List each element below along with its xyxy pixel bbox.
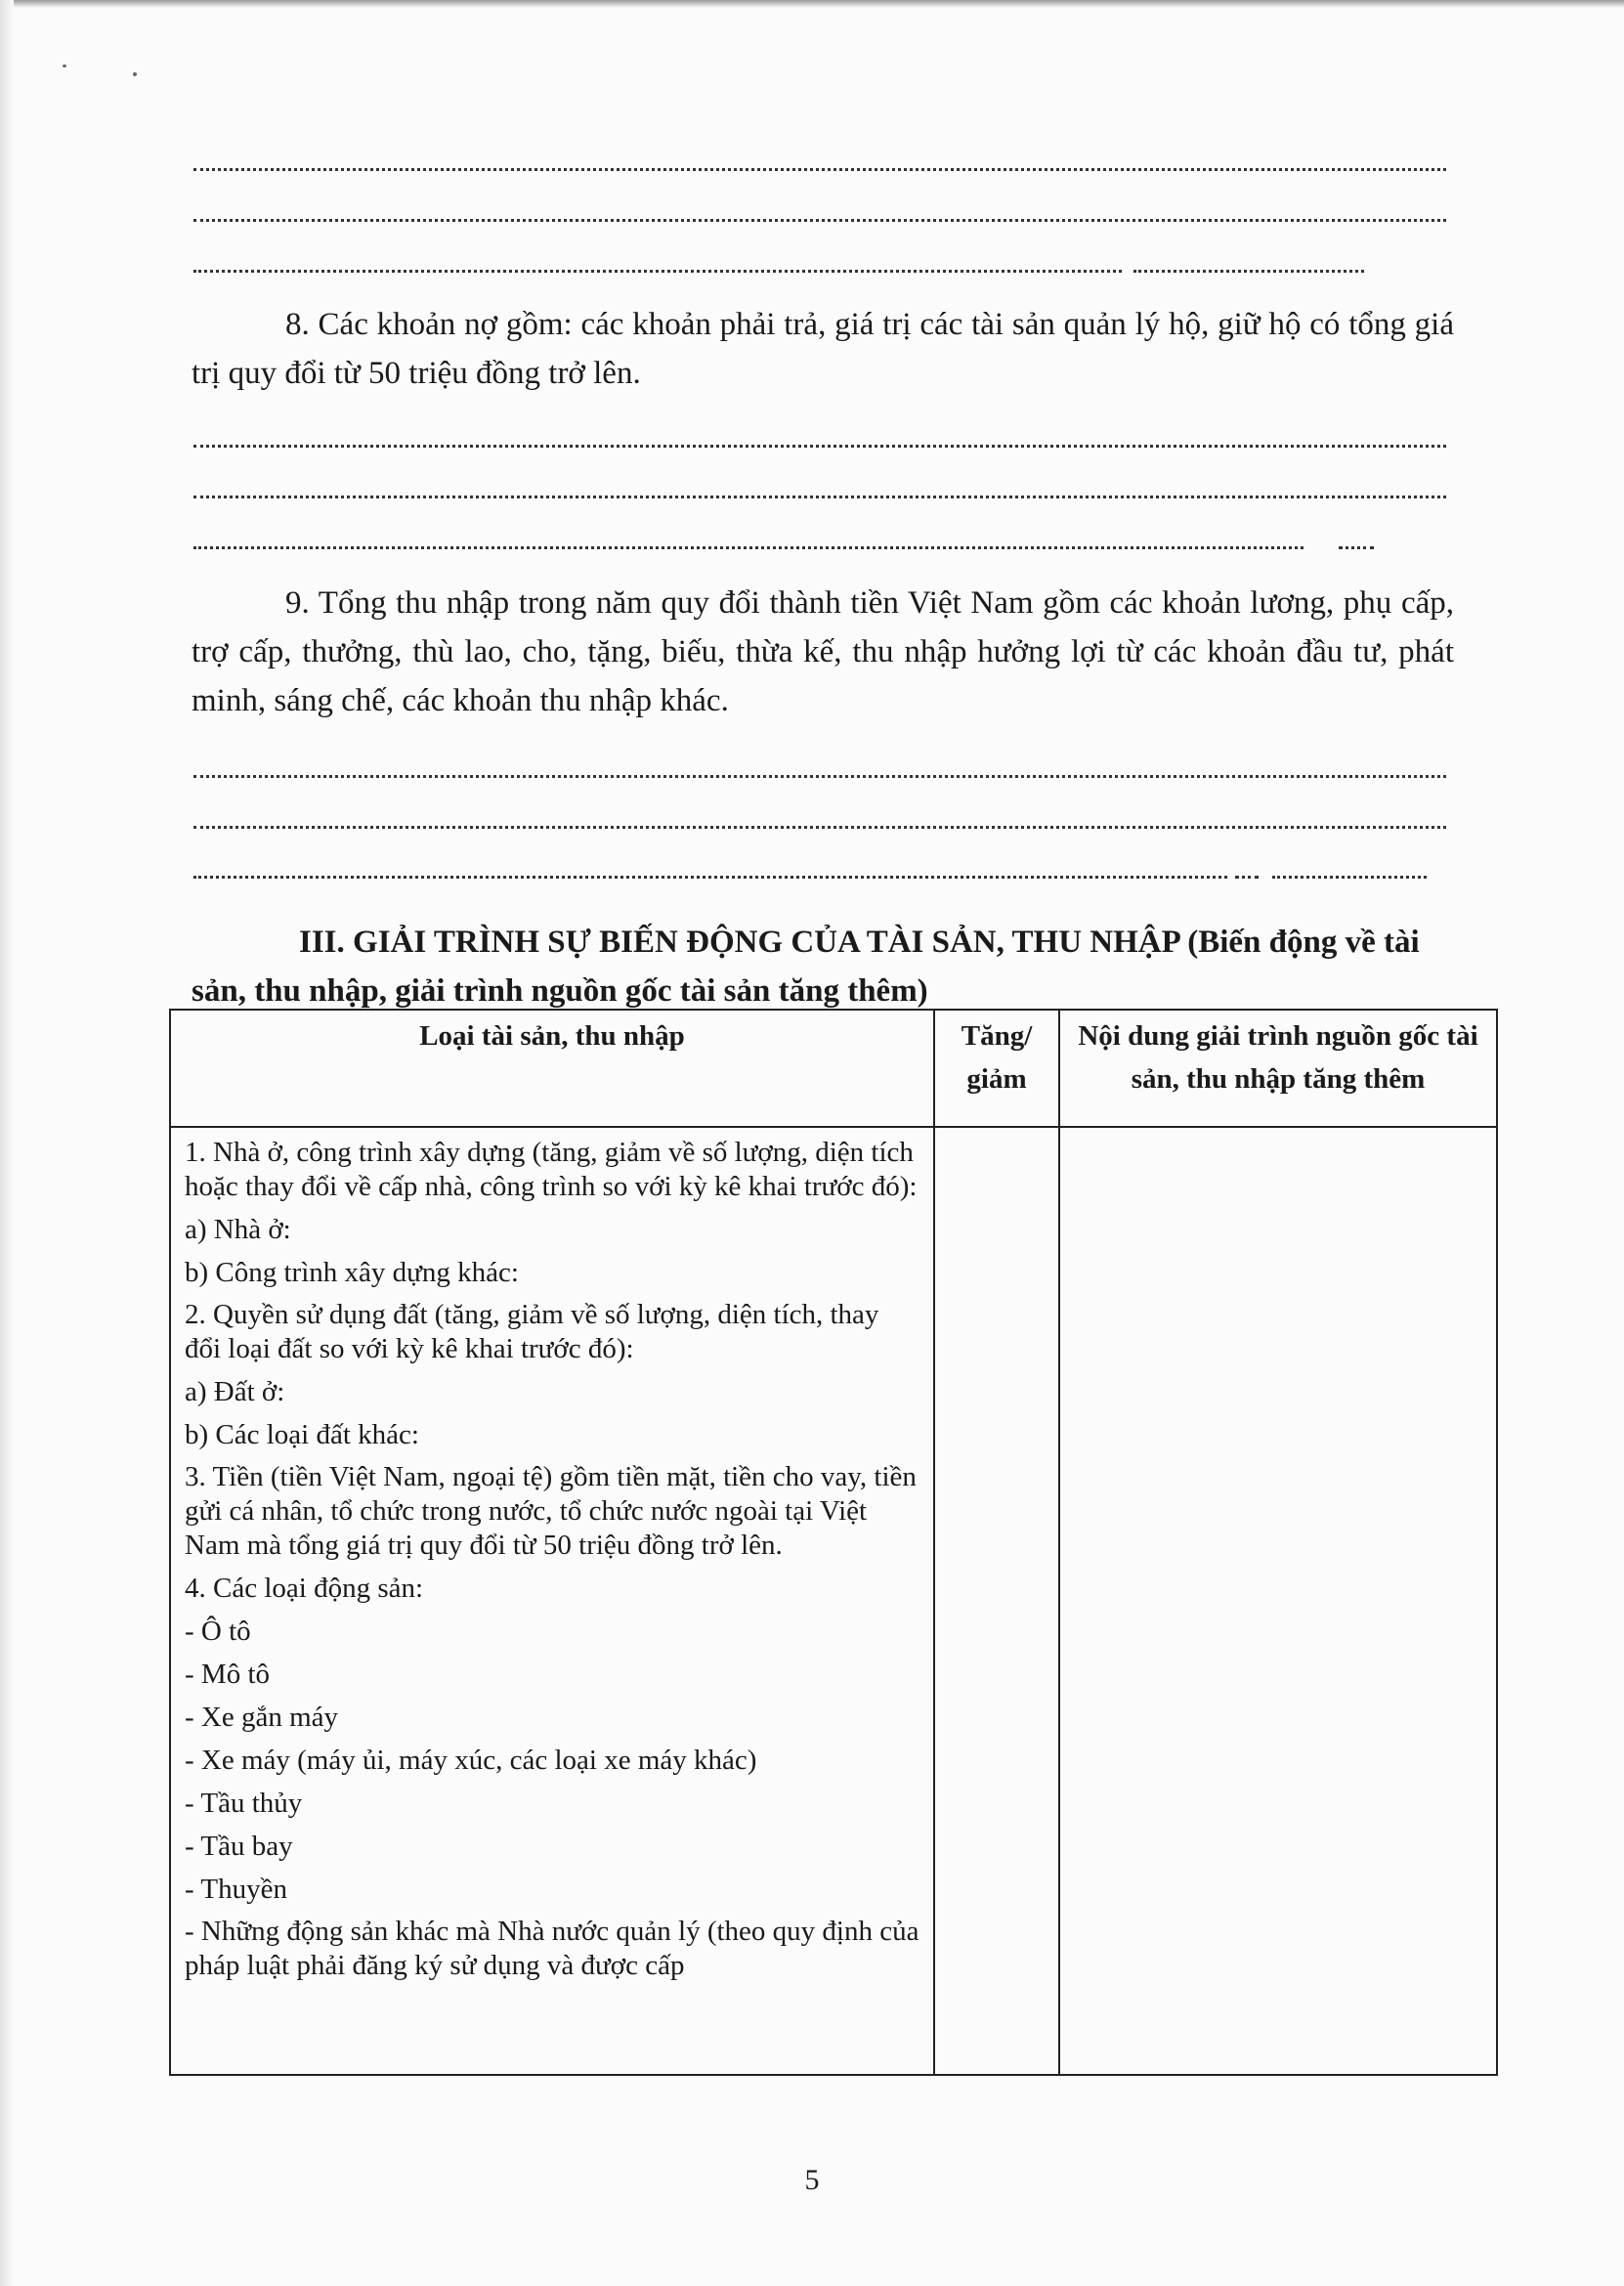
item-8-debts: 8. Các khoản nợ gồm: các khoản phải trả, giá trị các tài sản quản lý hộ, giữ hộ có tổng giá trị quy đổi từ 50 triệu đồng trở lên. [192, 307, 1454, 391]
list-item: a) Nhà ở: [185, 1214, 291, 1245]
list-item: - Tầu thủy [185, 1788, 303, 1819]
header-asset-type: Loại tài sản, thu nhập [170, 1010, 934, 1127]
list-item: - Tầu bay [185, 1831, 293, 1862]
list-item: 4. Các loại động sản: [185, 1573, 424, 1604]
list-item: b) Công trình xây dựng khác: [185, 1257, 519, 1288]
page-number: 5 [804, 2164, 820, 2196]
scan-speck [133, 72, 137, 76]
list-item: - Xe gắn máy [185, 1702, 339, 1733]
answer-dotted-line [1235, 876, 1259, 879]
asset-items-cell [170, 1127, 934, 2075]
section-3-heading: III. GIẢI TRÌNH SỰ BIẾN ĐỘNG CỦA TÀI SẢN, THU NHẬP (Biến động về tài sản, thu nhập, giải trình nguồn gốc tài sản tăng thêm) [192, 925, 1420, 1009]
answer-dotted-line [1339, 546, 1374, 549]
list-item: a) Đất ở: [185, 1376, 285, 1407]
answer-dotted-line [1133, 270, 1364, 273]
list-item: - Ô tô [185, 1616, 251, 1647]
list-item: b) Các loại đất khác: [185, 1419, 419, 1450]
scan-left-edge [0, 0, 14, 2286]
answer-dotted-line [193, 876, 1227, 879]
scan-speck [63, 65, 66, 67]
answer-dotted-line [193, 826, 1446, 829]
answer-dotted-line [193, 546, 1303, 549]
table-row [170, 1127, 1497, 2075]
list-item: 3. Tiền (tiền Việt Nam, ngoại tệ) gồm tiền mặt, tiền cho vay, tiền gửi cá nhân, tổ chức trong nước, tổ chức nước ngoài tại Việt Nam mà tổng giá trị quy đổi từ 50 triệu đồng trở lên. [185, 1461, 917, 1561]
answer-dotted-line [193, 775, 1446, 778]
list-item: 2. Quyền sử dụng đất (tăng, giảm về số lượng, diện tích, thay đổi loại đất so với kỳ kê khai trước đó): [185, 1299, 879, 1364]
list-item: - Những động sản khác mà Nhà nước quản lý (theo quy định của pháp luật phải đăng ký sử dụng và được cấp [185, 1916, 919, 1981]
answer-dotted-line [193, 168, 1446, 171]
list-item: - Xe máy (máy ủi, máy xúc, các loại xe máy khác) [185, 1745, 757, 1776]
answer-dotted-line [193, 219, 1446, 222]
answer-dotted-line [193, 445, 1446, 448]
header-increase-decrease: Tăng/ giảm [934, 1010, 1059, 1127]
table-header-row [170, 1010, 1497, 1127]
list-item: 1. Nhà ở, công trình xây dựng (tăng, giảm về số lượng, diện tích hoặc thay đổi về cấp nhà, công trình so với kỳ kê khai trước đó): [185, 1137, 918, 1202]
answer-dotted-line [1272, 876, 1427, 879]
increase-decrease-cell [934, 1127, 1059, 2075]
header-explanation: Nội dung giải trình nguồn gốc tài sản, thu nhập tăng thêm [1059, 1010, 1497, 1127]
explanation-cell [1059, 1127, 1497, 2075]
item-9-income: 9. Tổng thu nhập trong năm quy đổi thành tiền Việt Nam gồm các khoản lương, phụ cấp, trợ cấp, thưởng, thù lao, cho, tặng, biếu, thừa kế, thu nhập hưởng lợi từ các khoản đầu tư, phát minh, sáng chế, các khoản thu nhập khác. [192, 585, 1454, 718]
answer-dotted-line [193, 270, 1122, 273]
asset-change-table [169, 1009, 1498, 2076]
answer-dotted-line [193, 496, 1446, 498]
list-item: - Thuyền [185, 1874, 287, 1905]
list-item: - Mô tô [185, 1659, 270, 1690]
scan-top-edge [0, 0, 1624, 8]
